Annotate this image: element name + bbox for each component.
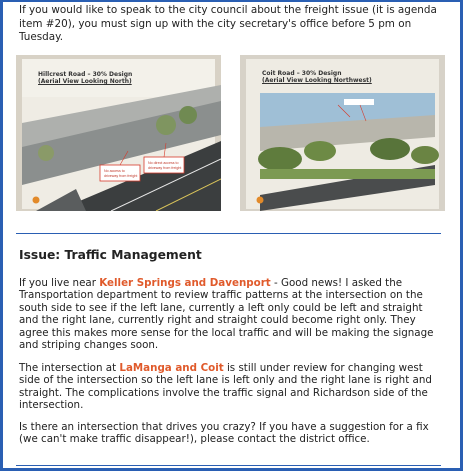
hillcrest-road-photo[interactable] (16, 55, 221, 211)
frame-left (0, 0, 3, 471)
logo-mark-icon (33, 197, 40, 204)
note-2-line2: driveway from freight (148, 166, 182, 170)
intro-paragraph: If you would like to speak to the city council about the freight issue (it is agenda item #20), you must sign up with the city secretary's office before 5 pm on Tuesday. (19, 4, 437, 43)
p1-lead: If you live near (19, 277, 100, 289)
logo-mark-icon-2 (257, 197, 264, 204)
p2-body: is still under review for changing west side of the intersection so the left lane is left only and the right lane is right and straight. The complications involve the traffic signal and Richardson side of the intersection. (19, 362, 432, 412)
section-heading: Issue: Traffic Management (19, 248, 202, 262)
p1-body: - Good news! I asked the Transportation department to review traffic patterns at the intersection on the south side to see if the left lane, currently a left only could be left and straight and the right lane, currently right and straight could become right only. They agree this makes more sense for the local traffic and will be making the signage and striping changes soon. (19, 277, 434, 352)
hillcrest-subtitle: (Aerial View Looking North) (38, 78, 132, 85)
hillcrest-title: Hillcrest Road – 30% Design (38, 71, 133, 78)
keller-springs-paragraph (19, 277, 445, 351)
frame-top (0, 0, 463, 2)
note-1-line2: driveway from freight (104, 174, 138, 178)
coit-title: Coit Road – 30% Design (262, 70, 342, 77)
note-1-line1: No access to (104, 169, 125, 173)
keller-springs-highlight: Keller Springs and Davenport (99, 277, 271, 289)
section-divider-bottom (16, 465, 441, 466)
p2-lead: The intersection at (19, 362, 120, 374)
lamanga-paragraph (19, 362, 445, 412)
coit-road-photo[interactable] (240, 55, 445, 211)
coit-subtitle: (Aerial View Looking Northwest) (262, 77, 372, 84)
section-divider-top (16, 233, 441, 234)
note-2-line1: No direct access to (148, 161, 179, 165)
suggestion-paragraph: Is there an intersection that drives you crazy? If you have a suggestion for a fix (we can't make traffic disappear!), please contact the district office. (19, 421, 429, 446)
lamanga-highlight: LaManga and Coit (119, 362, 224, 374)
